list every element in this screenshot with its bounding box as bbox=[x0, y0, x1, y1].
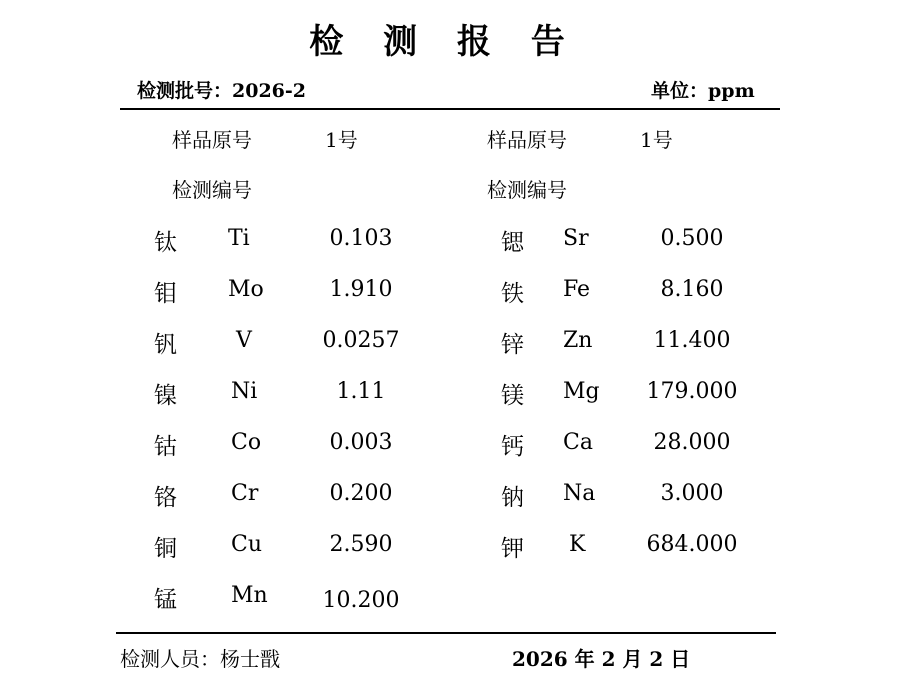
report-date: 2026 年 2 月 2 日 bbox=[512, 647, 691, 671]
left-test-label: 检测编号 bbox=[172, 178, 252, 202]
element-name: 铁 bbox=[501, 281, 524, 307]
element-symbol: Cr bbox=[231, 481, 259, 506]
element-symbol: Na bbox=[563, 481, 596, 506]
element-value: 0.103 bbox=[329, 226, 393, 251]
element-value: 1.11 bbox=[336, 379, 386, 404]
element-name: 钛 bbox=[154, 230, 177, 256]
top-rule bbox=[120, 108, 780, 110]
element-value: 8.160 bbox=[660, 277, 724, 302]
element-symbol: Ti bbox=[228, 226, 250, 251]
report-title: 检 测 报 告 bbox=[309, 22, 579, 62]
element-value: 0.200 bbox=[329, 481, 393, 506]
element-symbol: Mo bbox=[228, 277, 264, 302]
left-sample-value: 1号 bbox=[325, 128, 358, 152]
left-sample-label: 样品原号 bbox=[172, 128, 252, 152]
element-value: 10.200 bbox=[322, 588, 400, 613]
inspector: 检测人员：杨士戬 bbox=[120, 647, 280, 671]
element-name: 铜 bbox=[154, 536, 177, 562]
element-value: 0.003 bbox=[329, 430, 393, 455]
element-name: 钒 bbox=[154, 332, 177, 358]
element-name: 镁 bbox=[501, 383, 524, 409]
element-value: 0.0257 bbox=[322, 328, 400, 353]
element-symbol: Mg bbox=[563, 379, 600, 404]
element-name: 钙 bbox=[501, 434, 524, 460]
bottom-rule bbox=[116, 632, 776, 634]
element-value: 28.000 bbox=[653, 430, 731, 455]
element-name: 铬 bbox=[154, 485, 177, 511]
element-symbol: Co bbox=[231, 430, 262, 455]
element-name: 镍 bbox=[154, 383, 177, 409]
element-value: 1.910 bbox=[329, 277, 393, 302]
right-sample-label: 样品原号 bbox=[487, 128, 567, 152]
element-value: 179.000 bbox=[646, 379, 738, 404]
element-symbol: Zn bbox=[563, 328, 593, 353]
element-symbol: Sr bbox=[563, 226, 589, 251]
element-value: 684.000 bbox=[646, 532, 738, 557]
element-value: 0.500 bbox=[660, 226, 724, 251]
element-name: 锰 bbox=[154, 587, 177, 613]
element-name: 钾 bbox=[501, 536, 524, 562]
right-test-label: 检测编号 bbox=[487, 178, 567, 202]
element-symbol: Fe bbox=[563, 277, 591, 302]
element-symbol: Cu bbox=[231, 532, 263, 557]
unit-label: 单位：ppm bbox=[651, 80, 755, 102]
element-value: 2.590 bbox=[329, 532, 393, 557]
element-symbol: Ca bbox=[563, 430, 593, 455]
element-symbol: Ni bbox=[231, 379, 258, 404]
element-name: 锶 bbox=[501, 230, 524, 256]
batch-number: 检测批号：2026-2 bbox=[137, 80, 306, 102]
element-symbol: Mn bbox=[231, 583, 268, 608]
right-sample-value: 1号 bbox=[640, 128, 673, 152]
element-symbol: V bbox=[236, 328, 252, 353]
element-symbol: K bbox=[569, 532, 586, 557]
element-name: 钴 bbox=[154, 434, 177, 460]
element-name: 钼 bbox=[154, 281, 177, 307]
element-name: 锌 bbox=[501, 332, 524, 358]
element-name: 钠 bbox=[501, 485, 524, 511]
element-value: 3.000 bbox=[660, 481, 724, 506]
element-value: 11.400 bbox=[653, 328, 731, 353]
